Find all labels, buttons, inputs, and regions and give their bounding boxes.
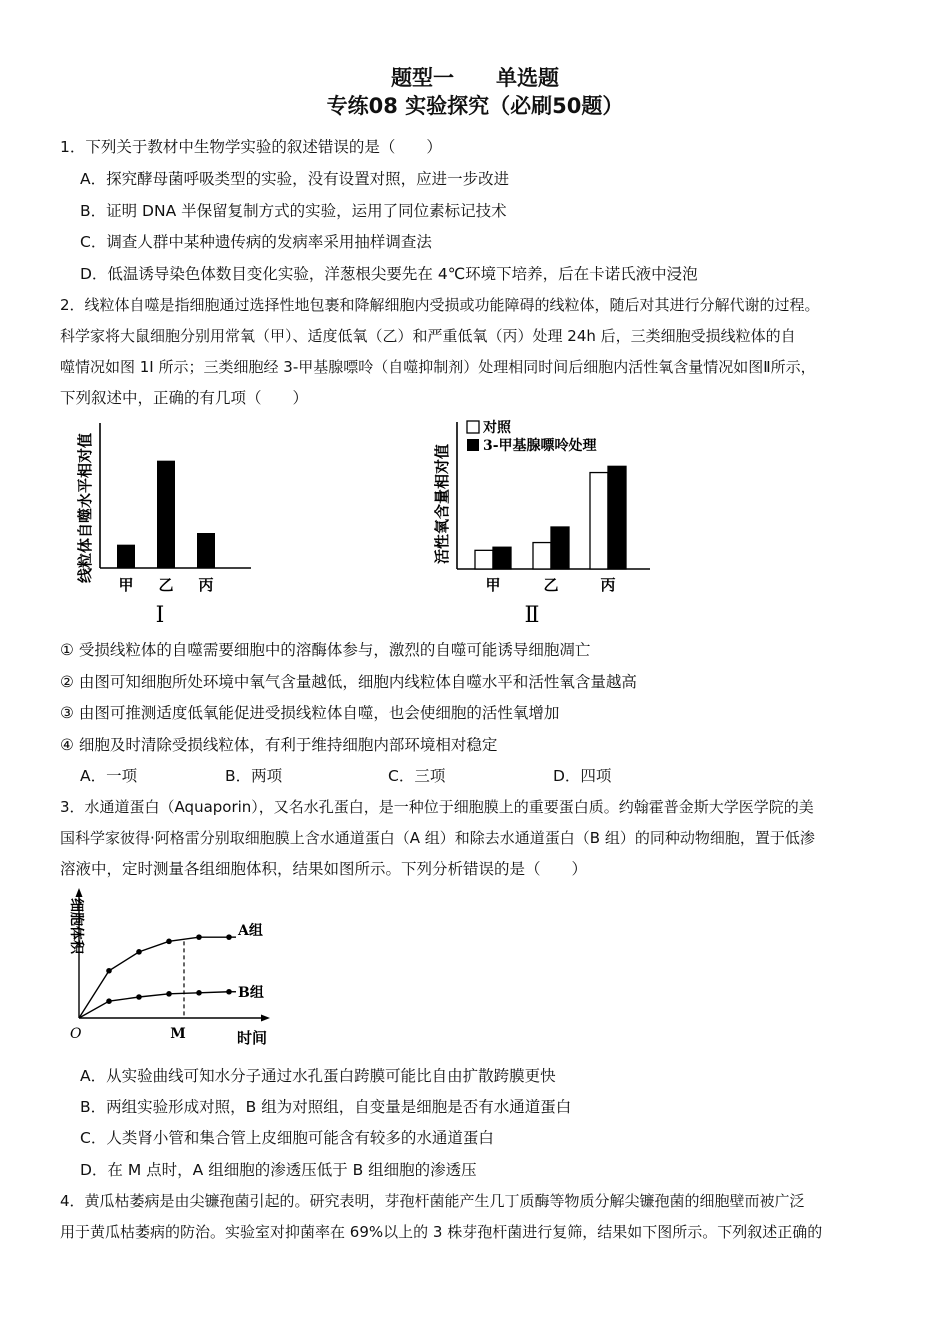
q2-statement-3: ③ 由图可推测适度低氧能促进受损线粒体自噬，也会使细胞的活性氧增加 <box>60 704 560 722</box>
chart3-point-1-4 <box>196 990 202 996</box>
chart-cell-volume <box>60 888 290 1048</box>
q2-option-d: D．四项 <box>553 767 612 785</box>
q3-stem-line2: 国科学家彼得·阿格雷分别取细胞膜上含水通道蛋白（A 组）和除去水通道蛋白（B 组）的同种动物细胞，置于低渗 <box>60 829 815 847</box>
chart1-cat-2: 丙 <box>198 576 214 594</box>
q1-stem: 1．下列关于教材中生物学实验的叙述错误的是（ ） <box>60 138 442 156</box>
q3-option-d: D．在 M 点时，A 组细胞的渗透压低于 B 组细胞的渗透压 <box>80 1161 477 1179</box>
chart1-ylabel: 线粒体自噬水平相对值 <box>76 432 94 584</box>
chart3-ylabel: 细胞体积 <box>68 898 84 954</box>
q2-stem-line2: 科学家将大鼠细胞分别用常氧（甲）、适度低氧（乙）和严重低氧（丙）处理 24h 后，三类细胞受损线粒体的自 <box>60 327 796 345</box>
q2-statement-1: ① 受损线粒体的自噬需要细胞中的溶酶体参与，激烈的自噬可能诱导细胞凋亡 <box>60 641 591 659</box>
q1-option-a: A．探究酵母菌呼吸类型的实验，没有设置对照，应进一步改进 <box>80 170 510 188</box>
chart2-ylabel: 活性氧含量相对值 <box>433 443 451 565</box>
q1-option-d: D．低温诱导染色体数目变化实验，洋葱根尖要先在 4℃环境下培养，后在卡诺氏液中浸泡 <box>80 265 698 283</box>
q3-option-a: A．从实验曲线可知水分子通过水孔蛋白跨膜可能比自由扩散跨膜更快 <box>80 1067 556 1085</box>
q2-option-c: C．三项 <box>388 767 446 785</box>
chart3-point-0-2 <box>136 949 142 955</box>
chart1-cat-0: 甲 <box>118 576 134 594</box>
chart2-legend-treated: 3-甲基腺嘌呤处理 <box>483 438 597 454</box>
chart2-bar-s1-0 <box>493 547 511 569</box>
chart-ros-content <box>425 412 675 628</box>
chart2-legend-swatch-treated <box>467 439 479 451</box>
chart2-caption: Ⅱ <box>524 603 540 628</box>
page-subtitle: 专练08 实验探究（必刷50题） <box>326 94 624 118</box>
q1-option-b: B．证明 DNA 半保留复制方式的实验，运用了同位素标记技术 <box>80 202 507 220</box>
chart2-bar-s0-1 <box>533 543 551 569</box>
chart2-legend-control: 对照 <box>483 420 511 436</box>
chart3-marker-label: M <box>170 1026 186 1042</box>
chart2-cat-0: 甲 <box>485 576 501 594</box>
chart2-legend-swatch-control <box>467 421 479 433</box>
q2-option-b: B．两项 <box>225 767 283 785</box>
chart1-bar-2 <box>197 533 215 568</box>
q3-stem-line1: 3．水通道蛋白（Aquaporin），又名水孔蛋白，是一种位于细胞膜上的重要蛋白质。约翰霍普金斯大学医学院的美 <box>60 798 814 816</box>
chart1-cat-1: 乙 <box>158 576 174 594</box>
chart3-series-b-label: B组 <box>238 985 264 1001</box>
q4-stem-line2: 用于黄瓜枯萎病的防治。实验室对抑菌率在 69%以上的 3 株芽孢杆菌进行复筛，结果如下图所示。下列叙述正确的 <box>60 1223 823 1241</box>
chart3-point-1-3 <box>166 991 172 997</box>
q2-stem-line1: 2．线粒体自噬是指细胞通过选择性地包裹和降解细胞内受损或功能障碍的线粒体，随后对其进行分解代谢的过程。 <box>60 296 820 314</box>
q3-option-c: C．人类肾小管和集合管上皮细胞可能含有较多的水通道蛋白 <box>80 1129 494 1147</box>
q3-option-b: B．两组实验形成对照，B 组为对照组，自变量是细胞是否有水通道蛋白 <box>80 1098 572 1116</box>
q2-statement-2: ② 由图可知细胞所处环境中氧气含量越低，细胞内线粒体自噬水平和活性氧含量越高 <box>60 673 637 691</box>
q3-stem-line3: 溶液中，定时测量各组细胞体积，结果如图所示。下列分析错误的是（ ） <box>60 860 588 878</box>
q2-statement-4: ④ 细胞及时清除受损线粒体，有利于维持细胞内部环境相对稳定 <box>60 736 498 754</box>
page-title: 题型一 单选题 <box>391 66 559 90</box>
q2-option-a: A．一项 <box>80 767 138 785</box>
chart2-cat-1: 乙 <box>543 576 559 594</box>
chart2-bar-s0-0 <box>475 550 493 569</box>
chart2-bar-s1-2 <box>608 466 626 569</box>
chart3-point-1-2 <box>136 994 142 1000</box>
chart3-origin: O <box>70 1026 82 1042</box>
chart-autophagy-level <box>66 418 276 628</box>
chart3-series-a-label: A组 <box>238 923 263 939</box>
chart3-point-0-3 <box>166 939 172 945</box>
chart2-cat-2: 丙 <box>600 576 616 594</box>
q4-stem-line1: 4．黄瓜枯萎病是由尖镰孢菌引起的。研究表明，芽孢杆菌能产生几丁质酶等物质分解尖镰孢菌的细胞壁而被广泛 <box>60 1192 805 1210</box>
chart3-point-0-1 <box>106 968 112 974</box>
q2-stem-line3: 噬情况如图 1Ⅰ 所示；三类细胞经 3-甲基腺嘌呤（自噬抑制剂）处理相同时间后细胞内活性氧含量情况如图Ⅱ所示， <box>60 358 816 376</box>
chart1-caption: Ⅰ <box>155 603 165 628</box>
chart3-point-0-4 <box>196 934 202 940</box>
q1-option-c: C．调查人群中某种遗传病的发病率采用抽样调查法 <box>80 233 432 251</box>
chart2-bar-s1-1 <box>551 527 569 569</box>
q2-stem-line4: 下列叙述中，正确的有几项（ ） <box>60 389 309 407</box>
chart1-bar-1 <box>157 461 175 568</box>
chart3-point-1-1 <box>106 998 112 1004</box>
chart1-bar-0 <box>117 545 135 568</box>
chart3-xlabel: 时间 <box>237 1029 268 1047</box>
chart2-bar-s0-2 <box>590 473 608 569</box>
chart3-line-1 <box>79 992 229 1018</box>
